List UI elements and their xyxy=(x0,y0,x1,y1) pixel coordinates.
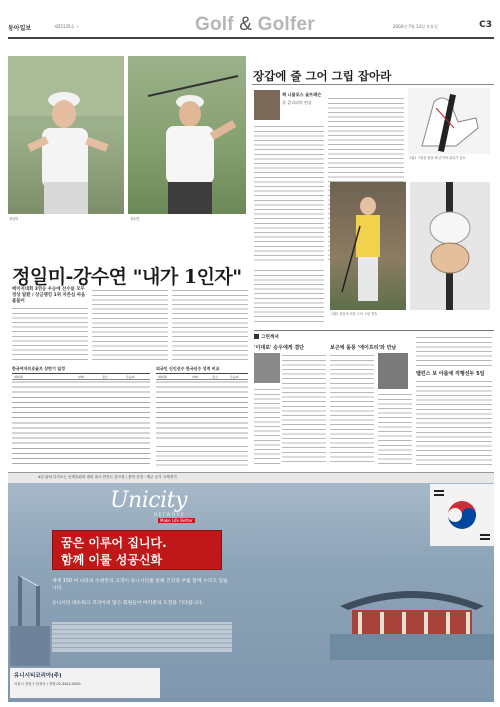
briefs-header-label: 그린섹셔 xyxy=(261,335,279,340)
brief-2-text-b xyxy=(378,392,412,465)
table-left-header xyxy=(12,373,150,380)
golfer-figure-right xyxy=(128,56,246,214)
logo-network: NETWORK xyxy=(154,512,185,517)
issue-date: 2002년 7월 13일 토요일 xyxy=(393,24,438,29)
photo-kang-soo-yeon xyxy=(128,56,246,214)
table-right-rows xyxy=(156,380,248,440)
table-left-col-3: 장소 xyxy=(102,374,108,379)
grip-photo-1 xyxy=(408,88,490,154)
gripping-hands-icon xyxy=(410,182,490,310)
brief-2-text-c xyxy=(416,335,492,367)
lesson-title: 장갑에 줄 그어 그립 잡아라 xyxy=(253,69,392,83)
issue-number: 제25135호 ㅅ xyxy=(54,24,80,29)
table-right-col-2: 날짜 xyxy=(192,374,198,379)
brief-1-text-a xyxy=(282,353,326,465)
lesson-series: ⑮ 클리퍼의 연습 xyxy=(282,100,312,105)
story-column-3 xyxy=(172,288,248,362)
grip-photo-2 xyxy=(410,182,490,310)
briefs-rule xyxy=(254,330,494,331)
masthead xyxy=(8,14,494,36)
grip-photo-1-caption: 그림1 그립을 잡을 때 손가락 위치가 중요 xyxy=(408,156,466,160)
table-right-col-1: 대회명 xyxy=(158,374,167,379)
ad-slogan-line-2: 함께 이룰 성공신화 xyxy=(61,553,163,567)
masthead-rule xyxy=(8,37,494,39)
brief-1-title: '이대로' 승우에게 결단 xyxy=(254,345,305,351)
brief-3-title: 밸런스 보 아름에 직행선두 5일 xyxy=(416,371,485,377)
table-right-header xyxy=(156,373,248,380)
ad-company-box xyxy=(10,668,160,698)
briefs-bullet-icon xyxy=(254,334,259,339)
table-left-rows xyxy=(12,380,150,467)
ad-company-name: 유니시티코리아(주) xyxy=(14,673,62,679)
table-right-col-3: 장소 xyxy=(212,374,218,379)
lesson-title-rule xyxy=(252,84,494,85)
logo-tagline: Make Life Better xyxy=(160,518,193,523)
table-left-title: 한국여자프로골프 상반기 일정 xyxy=(12,366,66,371)
logo-wordmark: Unicity xyxy=(110,488,187,513)
newspaper-name: 동아일보 xyxy=(8,25,32,32)
page-number: C3 xyxy=(479,20,492,30)
table-right-col-4: 우승자 xyxy=(230,374,239,379)
lesson-column-3 xyxy=(254,268,324,324)
story-column-2 xyxy=(92,288,168,362)
brand-golfer: Golfer xyxy=(257,14,315,35)
brand-ampersand: & xyxy=(239,14,253,35)
brief-2-photo xyxy=(378,353,408,389)
ad-body-1: 세계 150 여 나라의 수천만의 고객이 유니시티를 통해 건강과 부를 함께 누리고 있습니다. xyxy=(52,579,228,591)
photo-caption-left: 정일미 xyxy=(9,217,19,221)
brief-1-photo xyxy=(254,353,280,383)
main-headline: 정일미-강수연 "내가 1인자" xyxy=(12,266,242,288)
story-lede: 메이저대회 3연승 우승에 선수들 모두 정상 탈환 / 상금랭킹 1위 자존심 싸움 불붙어 xyxy=(12,287,86,304)
table-left-col-1: 대회명 xyxy=(14,374,23,379)
brief-3-text xyxy=(416,379,492,465)
ad-building-left-icon xyxy=(10,566,50,666)
swing-photo xyxy=(330,182,406,310)
story-column-1 xyxy=(12,306,88,362)
brief-2-title: 보곤에 돌풍 '에이프리'와 만남 xyxy=(330,345,397,351)
ad-company-address: 서울시 강남구 삼성동 / 전화 02-3442-0500 xyxy=(14,682,81,686)
section-brand xyxy=(195,14,315,36)
lesson-column-1 xyxy=(254,124,324,264)
table-right-title: 외국인 신인선수 한국선수 성적 비교 xyxy=(156,366,220,371)
photo-caption-right: 강수연 xyxy=(130,217,140,221)
grip-photo-2-caption: 그림2 장갑에 선을 그어 그립 연습 xyxy=(330,312,378,316)
table-left-col-4: 우승자 xyxy=(126,374,135,379)
brand-golf: Golf xyxy=(195,14,234,35)
glove-hand-icon xyxy=(408,88,490,154)
author-portrait xyxy=(254,90,280,120)
korean-flag-icon xyxy=(430,484,494,546)
brief-2-text-a xyxy=(330,353,374,465)
ad-body-2: 유니시티 네트워크 코리아의 많은 회원들이 여러분의 도전을 기다립니다. xyxy=(52,601,204,606)
table-left-col-2: 날짜 xyxy=(78,374,84,379)
briefs-header xyxy=(254,334,279,340)
golfer-swing-figure xyxy=(330,182,406,310)
ad-slogan-box xyxy=(52,530,222,570)
ad-pavilion-icon xyxy=(330,570,494,660)
table-right-notes xyxy=(156,444,248,466)
ad-strip-text: 4년 뒤에 다가오는 동계올림픽 대비 최고 안전도 골프장 / 충북 진천 · 제주 공식 국제경기 xyxy=(38,475,177,479)
photo-jung-il-mi xyxy=(8,56,124,214)
lesson-kicker: 잭 니클로스 골프레슨 xyxy=(282,92,322,97)
brief-1-text-b xyxy=(254,387,280,465)
ad-body-extra xyxy=(52,622,232,652)
unicity-logo xyxy=(110,488,240,524)
golfer-figure-left xyxy=(8,56,124,214)
ad-slogan-line-1: 꿈은 이루어 집니다. xyxy=(61,536,167,550)
